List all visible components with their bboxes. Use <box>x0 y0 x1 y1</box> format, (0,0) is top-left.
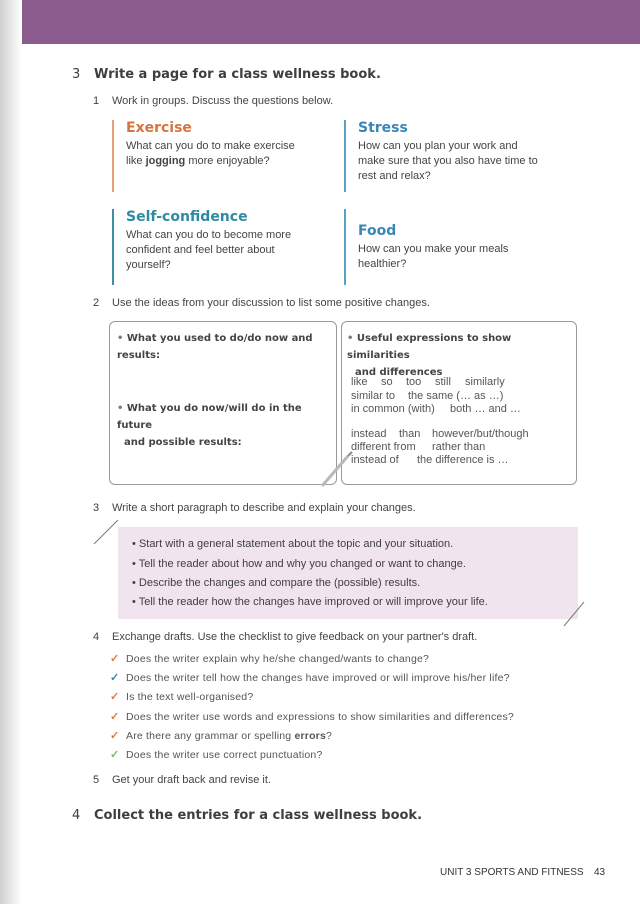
selfconfidence-text: What can you do to become more confident and feel better about yourself? <box>126 229 292 271</box>
page-number: 43 <box>594 867 606 878</box>
check-mark-icon: ✓ <box>110 711 120 723</box>
pen-stroke-icon <box>92 518 122 548</box>
section-number: 4 <box>72 808 81 823</box>
section-number: 3 <box>72 67 81 82</box>
expression: still <box>435 376 451 388</box>
check-mark-icon: ✓ <box>110 749 120 761</box>
step-text: Exchange drafts. Use the checklist to give feedback on your partner's draft. <box>112 631 478 643</box>
expression: different from <box>351 441 416 453</box>
book-spine-shadow <box>0 0 22 904</box>
list-item: • What you used to do/do now and results: <box>117 333 313 361</box>
expression: the same (… as …) <box>408 390 504 402</box>
header-bar <box>0 0 640 44</box>
check-mark-icon: ✓ <box>110 653 120 665</box>
exercise-box <box>112 120 336 192</box>
expression: too <box>406 376 422 388</box>
checklist-item: ✓ Does the writer use words and expressions to show similarities and differences? <box>110 711 514 723</box>
exercise-text: What can you do to make exercise like jogging more enjoyable? <box>126 140 295 167</box>
step-number: 4 <box>93 631 100 643</box>
food-heading: Food <box>358 223 397 239</box>
step-number: 2 <box>93 297 100 309</box>
check-mark-icon: ✓ <box>110 672 120 684</box>
step-text: Use the ideas from your discussion to list some positive changes. <box>112 297 430 309</box>
pencil-mark-icon <box>318 450 358 490</box>
checklist-item: ✓ Does the writer explain why he/she changed/wants to change? <box>110 653 430 665</box>
food-text: How can you make your meals healthier? <box>358 243 509 270</box>
checklist-item: ✓ Is the text well-organised? <box>110 691 254 703</box>
step-number: 5 <box>93 774 100 786</box>
step-number: 3 <box>93 502 100 514</box>
checklist-item: ✓ Does the writer tell how the changes have improved or will improve his/her life? <box>110 672 510 684</box>
check-mark-icon: ✓ <box>110 691 120 703</box>
selfconfidence-heading: Self-confidence <box>126 209 248 225</box>
food-box <box>344 209 544 285</box>
expression: both … and … <box>450 403 521 415</box>
bullet-icon: • <box>132 596 136 608</box>
tips-panel <box>118 527 578 619</box>
expression: in common (with) <box>351 403 435 415</box>
list-item: • What you do now/will do in the future and possible results: <box>117 403 302 448</box>
selfconfidence-box <box>112 209 336 285</box>
bullet-icon: • <box>117 403 124 414</box>
step-text: Get your draft back and revise it. <box>112 774 271 786</box>
bullet-icon: • <box>132 577 136 589</box>
list-item: • Start with a general statement about the topic and your situation. <box>132 538 454 550</box>
section-title: Write a page for a class wellness book. <box>94 67 381 82</box>
checklist-item: ✓ Does the writer use correct punctuation? <box>110 749 323 761</box>
expression: so <box>381 376 393 388</box>
bullet-icon: • <box>347 333 354 344</box>
list-item: • Tell the reader how the changes have improved or will improve your life. <box>132 596 488 608</box>
footer-unit: UNIT 3 SPORTS AND FITNESS <box>440 867 584 878</box>
list-item: • Tell the reader about how and why you changed or want to change. <box>132 558 466 570</box>
expression: similarly <box>465 376 505 388</box>
exercise-heading: Exercise <box>126 120 192 136</box>
changes-notes-box <box>109 321 337 485</box>
expression: like <box>351 376 368 388</box>
checklist-item: ✓ Are there any grammar or spelling errors? <box>110 730 333 742</box>
bullet-icon: • <box>132 538 136 550</box>
list-item: • Describe the changes and compare the (possible) results. <box>132 577 421 589</box>
expression: instead <box>351 428 387 440</box>
stress-box <box>344 120 558 192</box>
pen-stroke-icon <box>562 598 586 628</box>
step-text: Write a short paragraph to describe and explain your changes. <box>112 502 416 514</box>
expression: however/but/though <box>432 428 529 440</box>
stress-text: How can you plan your work and make sure that you also have time to rest and relax? <box>358 140 538 182</box>
stress-heading: Stress <box>358 120 408 136</box>
expression: than <box>399 428 421 440</box>
step-number: 1 <box>93 95 100 107</box>
bullet-icon: • <box>132 558 136 570</box>
expression: similar to <box>351 390 396 402</box>
expression: the difference is … <box>417 454 509 466</box>
section-title: Collect the entries for a class wellness book. <box>94 808 423 823</box>
expression: rather than <box>432 441 486 453</box>
bullet-icon: • <box>117 333 124 344</box>
step-text: Work in groups. Discuss the questions below. <box>112 95 334 107</box>
expressions-heading: • Useful expressions to show similarities and differences <box>347 333 512 378</box>
check-mark-icon: ✓ <box>110 730 120 742</box>
expression: instead of <box>351 454 399 466</box>
